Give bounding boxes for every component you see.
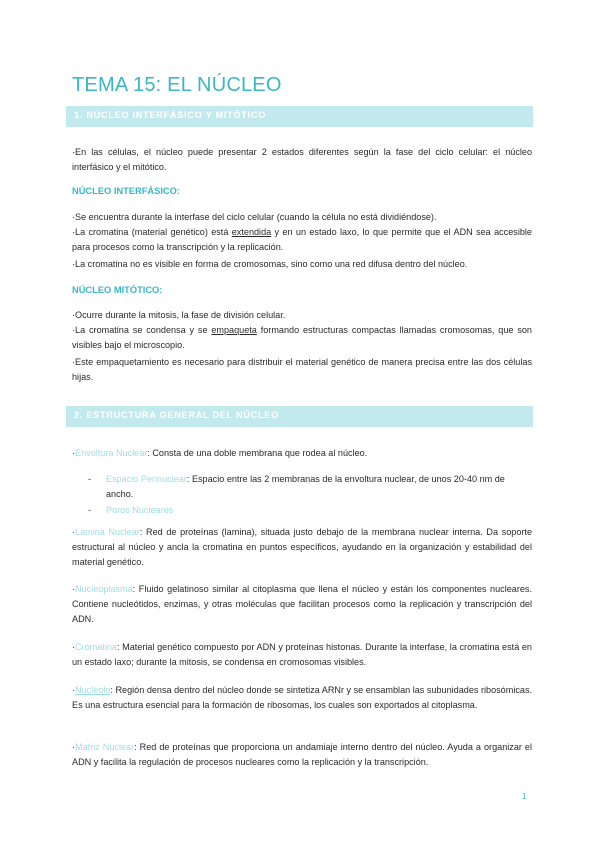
envoltura-item (72, 446, 532, 461)
section-2-header (66, 406, 533, 427)
nucleolo-term: Nucléolo (75, 685, 111, 695)
mitotico-heading: NÚCLEO MITÓTICO: (72, 285, 163, 295)
espacio-text: : Espacio entre las 2 membranas de la envoltura nuclear, de unos 20-40 nm de ancho. (106, 474, 505, 499)
lamina-term: Lámina Nuclear (75, 527, 140, 537)
section-1-header (66, 106, 533, 127)
espacio-item (106, 472, 531, 502)
mitotico-line-2-underlined: empaqueta (211, 325, 257, 335)
nucleoplasma-text: : Fluido gelatinoso similar al citoplasma que llena el núcleo y están los componentes nucleares. Contiene nucleótidos, enzimas, y otras moléculas que facilitan procesos como la replicación y transcripción del ADN. (72, 584, 532, 624)
mitotico-line-2-a: ·La cromatina se condensa y se (72, 325, 212, 335)
cromatina-term: Cromatina (75, 642, 117, 652)
nucleoplasma-term: Nucleoplasma (75, 584, 133, 594)
envoltura-term: Envoltura Nuclear (75, 448, 148, 458)
cromatina-text: : Material genético compuesto por ADN y proteínas histonas. Durante la interfase, la cromatina está en un estado laxo; durante la mitosis, se condensa en cromosomas visibles. (72, 642, 532, 667)
page-title: TEMA 15: EL NÚCLEO (72, 74, 282, 96)
nucleoplasma-dot: · (72, 584, 76, 594)
interfasico-heading: NÚCLEO INTERFÁSICO: (72, 186, 180, 196)
mitotico-line-1: ·Ocurre durante la mitosis, la fase de división celular. (72, 310, 286, 320)
cromatina-dot: · (72, 642, 76, 652)
poros-term: Poros Nucleares (106, 505, 174, 515)
poros-bullet: - (88, 505, 92, 515)
espacio-term: Espacio Perinuclear (106, 474, 187, 484)
poros-item (106, 503, 531, 518)
espacio-bullet: - (88, 474, 92, 484)
matriz-dot: · (72, 742, 76, 752)
lamina-item (72, 525, 532, 570)
mitotico-line-2 (72, 323, 532, 353)
matriz-term: Matriz Nuclear (75, 742, 135, 752)
lamina-dot: · (72, 527, 76, 537)
interfasico-line-2-underlined: extendida (231, 227, 272, 237)
interfasico-line-2 (72, 225, 532, 255)
interfasico-line-2-b: y en un estado laxo, lo que permite que el ADN sea accesible para procesos como la transcripción y la replicación. (72, 227, 532, 252)
nucleolo-dot: · (72, 685, 76, 695)
envoltura-dot: · (72, 448, 76, 458)
nucleolo-text: : Región densa dentro del núcleo donde se sintetiza ARNr y se ensamblan las subunidades ribosómicas. Es una estructura esencial para la formación de ribosomas, los cuales son exportados al citoplasma. (72, 685, 533, 710)
page-number: 1 (522, 792, 527, 801)
interfasico-line-3: ·La cromatina no es visible en forma de cromosomas, sino como una red difusa dentro del núcleo. (72, 259, 468, 269)
matriz-item (72, 740, 532, 770)
nucleoplasma-item (72, 582, 532, 627)
nucleolo-item (72, 683, 532, 713)
mitotico-line-2-b: formando estructuras compactas llamadas cromosomas, que son visibles bajo el microscopio. (72, 325, 532, 350)
matriz-text: : Red de proteínas que proporciona un andamiaje interno dentro del núcleo. Ayuda a organizar el ADN y facilita la regulación de procesos nucleares como la replicación y la transcripción. (72, 742, 532, 767)
lamina-text: : Red de proteínas (lamina), situada justo debajo de la membrana nuclear interna. Da soporte estructural al núcleo y ancla la cromatina en puntos específicos, ayudando en la organización y estabilidad del material genético. (72, 527, 532, 567)
cromatina-item (72, 640, 532, 670)
interfasico-line-1: ·Se encuentra durante la interfase del ciclo celular (cuando la célula no está dividiéndose). (72, 212, 437, 222)
envoltura-text: : Consta de una doble membrana que rodea al núcleo. (147, 448, 368, 458)
section-1-heading: 1. NÚCLEO INTERFÁSICO Y MITÓTICO (74, 110, 267, 120)
section-2-heading: 2. ESTRUCTURA GENERAL DEL NÚCLEO (74, 410, 279, 420)
section-1-intro: ·En las células, el núcleo puede presentar 2 estados diferentes según la fase del ciclo celular: el núcleo interfásico y el mitótico. (72, 147, 532, 172)
mitotico-line-3: ·Este empaquetamiento es necesario para distribuir el material genético de manera precisa entre las dos células hijas. (72, 357, 532, 382)
interfasico-line-2-a: ·La cromatina (material genético) está (72, 227, 232, 237)
